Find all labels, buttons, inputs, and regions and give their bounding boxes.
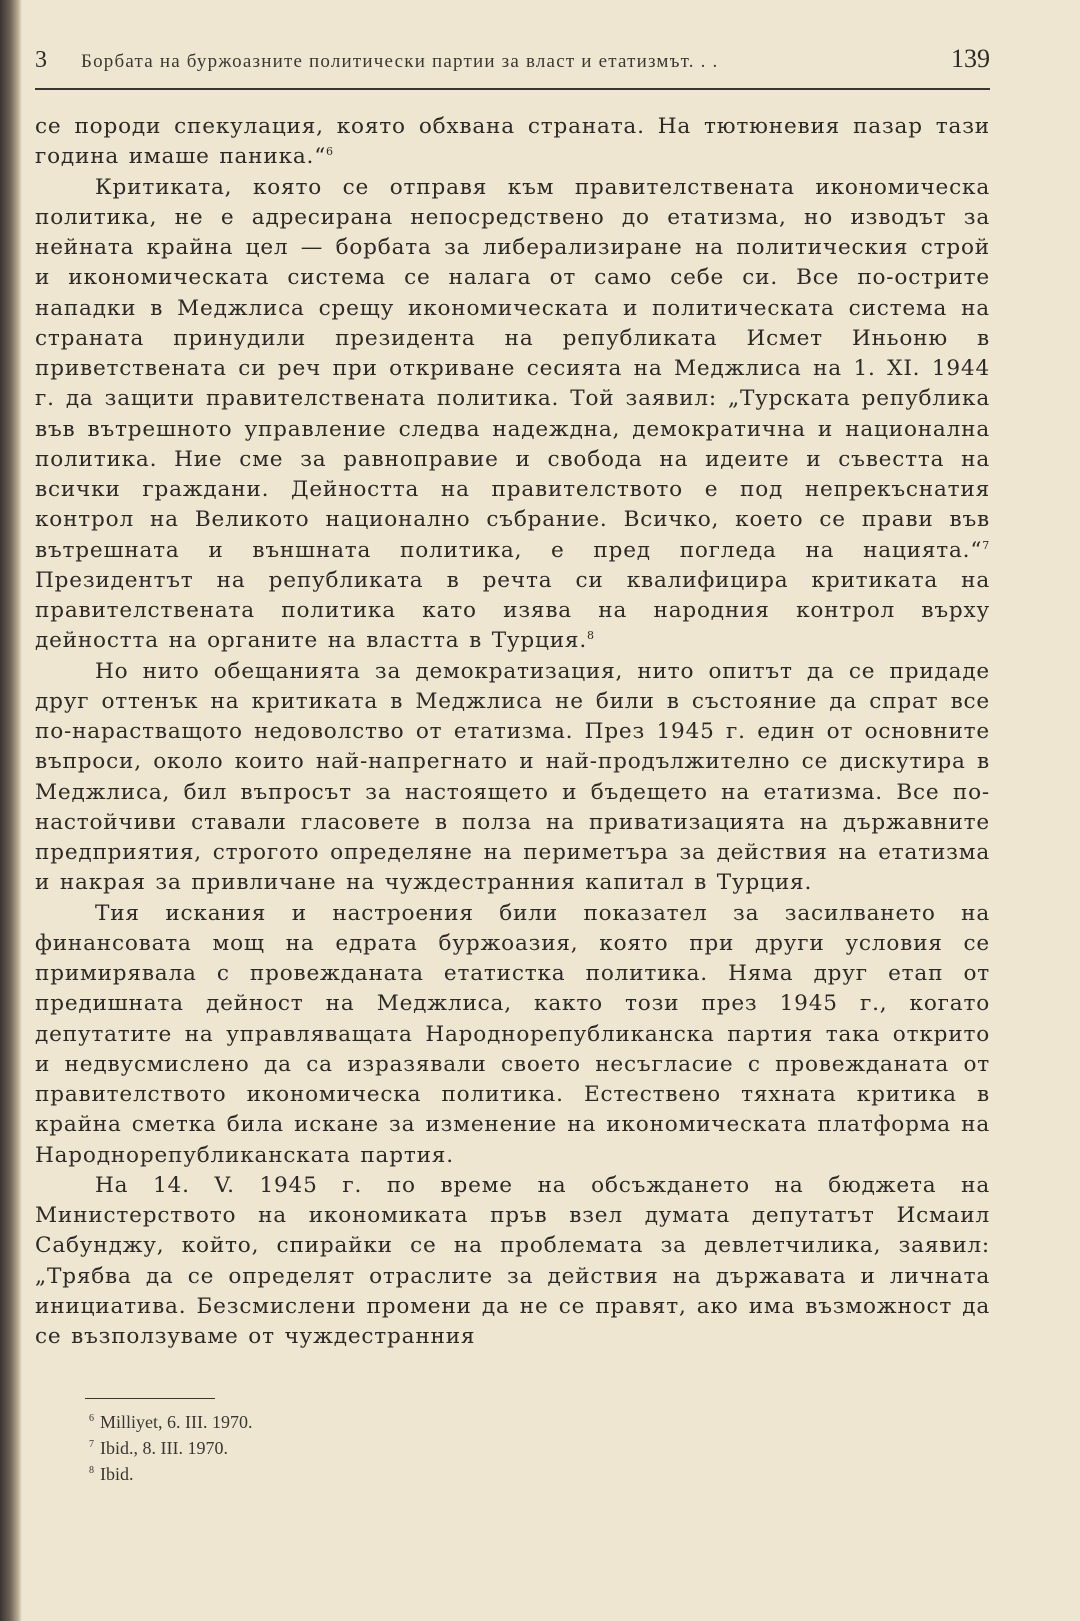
footnote-mark: 7: [89, 1439, 94, 1451]
paragraph-text: Президентът на републиката в речта си квалифицира критиката на правителствената политика като изява на народния контрол върху дейността на органите на властта в Турция.: [35, 567, 990, 654]
paragraph: [35, 173, 990, 657]
paragraph-text: Критиката, която се отправя към правителствената икономическа политика, не е адресирана непосредствено до етатизма, но изводът за нейната крайна цел — борбата за либерализиране на политическия строй и икономическата система се налага от само себе си. Все по-острите нападки в Меджлиса срещу икономическата и политическата система на страната принудили президента на републиката Исмет Иньоню в приветствената си реч при откриване сесията на Меджлиса на 1. XI. 1944 г. да защити правителствената политика. Той заявил: „Турската република във вътрешното управление следва надеждна, демократична и национална политика. Ние сме за равноправие и свобода на идеите и съвестта на всички граждани. Дейността на правителството е под непрекъснатия контрол на Великото национално събрание. Всичко, което се прави във вътрешната и външната политика, е пред погледа на нацията.“: [35, 174, 990, 563]
paragraph: [35, 657, 990, 899]
paragraph-text: Но нито обещанията за демократизация, нито опитът да се придаде друг оттенък на критиката в Меджлиса не били в състояние да спрат все по-нарастващото недоволство от етатизма. През 1945 г. един от основните въпроси, около които най-напрегнато и най-продължително се дискутира в Меджлиса, бил въпросът за настоящето и бъдещето на етатизма. Все по-настойчиви ставали гласовете в полза на приватизацията на държавните предприятия, строгото определяне на периметъра за действия на етатизма и накрая за привличане на чуждестранния капитал в Турция.: [35, 658, 990, 896]
footnote: [89, 1435, 990, 1461]
footnote-text: Milliyet, 6. III. 1970.: [100, 1412, 253, 1433]
footnote-text: Ibid., 8. III. 1970.: [100, 1438, 228, 1459]
body-text: [35, 112, 990, 1352]
paragraph: [35, 112, 990, 173]
paragraph-text: Тия искания и настроения били показател за засилването на финансовата мощ на едрата буржоазия, която при други условия се примирявала с провежданата етатистка политика. Няма друг етап от предишната дейност на Меджлиса, както този през 1945 г., когато депутатите на управляващата Народнорепубликанска партия така открито и недвусмислено да са изразявали своето несъгласие с провежданата от правителството икономическа политика. Естествено тяхната критика в крайна сметка била искане за изменение на икономическата платформа на Народнорепубликанската партия.: [35, 900, 990, 1168]
header-rule: [35, 88, 990, 90]
footnote-ref: 6: [326, 145, 334, 159]
footnote-text: Ibid.: [100, 1464, 134, 1485]
footnote-rule: [85, 1398, 215, 1399]
running-title: Борбата на буржоазните политически партии за власт и етатизмът. . .: [81, 51, 719, 72]
page-number: 139: [951, 44, 990, 73]
running-header: [35, 44, 990, 84]
footnote-ref: 8: [587, 629, 595, 643]
footnote-mark: 6: [89, 1413, 94, 1425]
chapter-number: 3: [35, 47, 47, 73]
footnote-ref: 7: [982, 538, 990, 552]
paragraph: [35, 899, 990, 1171]
paragraph: [35, 1171, 990, 1353]
footnote: [89, 1461, 990, 1487]
footnote-mark: 8: [89, 1465, 94, 1477]
book-binding-edge: [0, 0, 22, 1621]
paragraph-text: На 14. V. 1945 г. по време на обсъждането на бюджета на Министерството на икономиката пръв взел думата депутатът Исмаил Сабунджу, който, спирайки се на проблемата за девлетчилика, заявил: „Трябва да се определят отраслите за действия на държавата и личната инициатива. Безсмислени промени да не се правят, ако има възможност да се възползуваме от чуждестранния: [35, 1172, 990, 1349]
footnote: [89, 1409, 990, 1435]
paragraph-text: се породи спекулация, която обхвана страната. На тютюневия пазар тази година имаше паника.“: [35, 114, 990, 170]
book-page: [35, 44, 990, 1487]
